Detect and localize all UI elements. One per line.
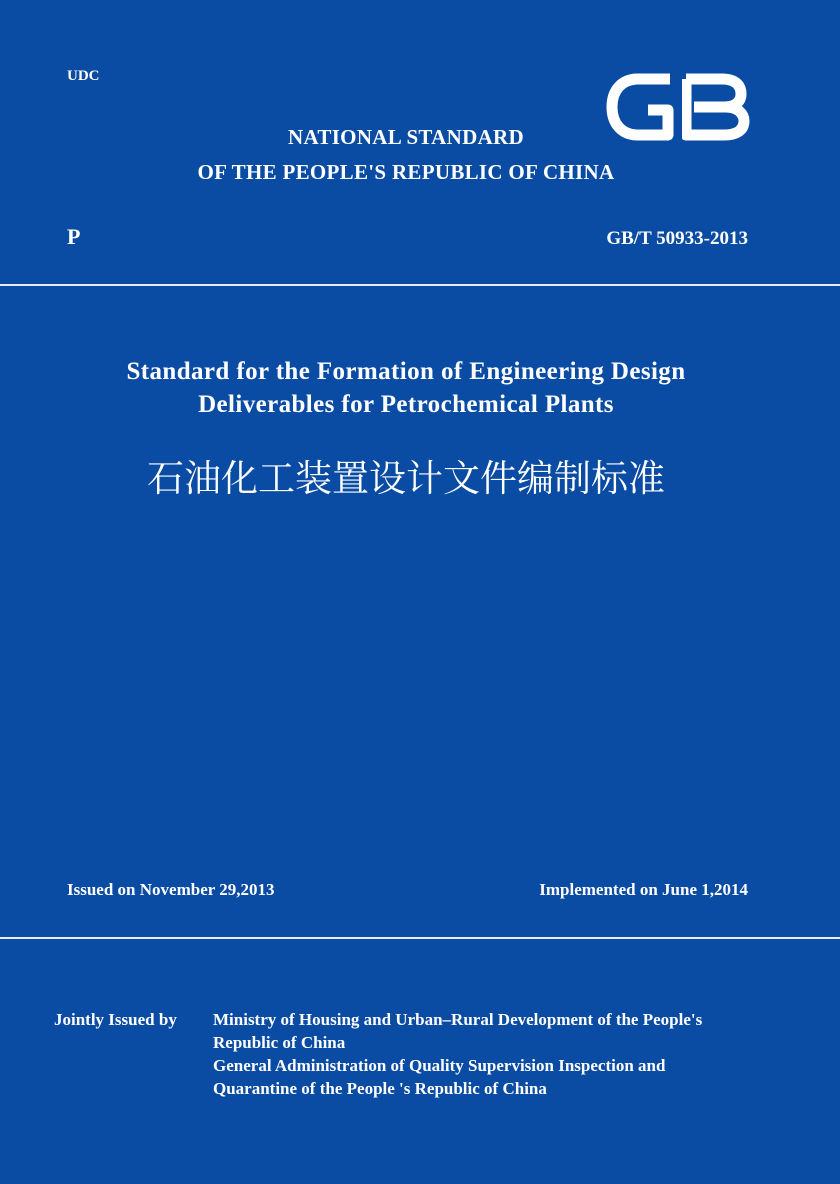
top-divider <box>0 284 840 286</box>
issuer-line: General Administration of Quality Supervision Inspection and <box>213 1056 666 1075</box>
standard-number: GB/T 50933-2013 <box>606 228 748 249</box>
issuer-line: Republic of China <box>213 1033 346 1052</box>
udc-label: UDC <box>67 68 100 84</box>
category-code: P <box>67 224 81 249</box>
issued-date: Issued on November 29,2013 <box>67 880 275 899</box>
issuer-line: Ministry of Housing and Urban–Rural Development of the People's <box>213 1010 703 1029</box>
bottom-divider <box>0 937 840 939</box>
national-standard-title: NATIONAL STANDARD <box>288 125 524 149</box>
document-title-en-line-2: Deliverables for Petrochemical Plants <box>198 391 614 418</box>
document-title-zh: 石油化工装置设计文件编制标准 <box>147 457 665 500</box>
issuer-line: Quarantine of the People 's Republic of China <box>213 1079 547 1098</box>
republic-of-china-title: OF THE PEOPLE'S REPUBLIC OF CHINA <box>197 160 615 184</box>
implemented-date: Implemented on June 1,2014 <box>539 880 748 899</box>
document-title-en-line-1: Standard for the Formation of Engineering Design <box>126 358 686 385</box>
jointly-issued-label: Jointly Issued by <box>54 1010 177 1029</box>
